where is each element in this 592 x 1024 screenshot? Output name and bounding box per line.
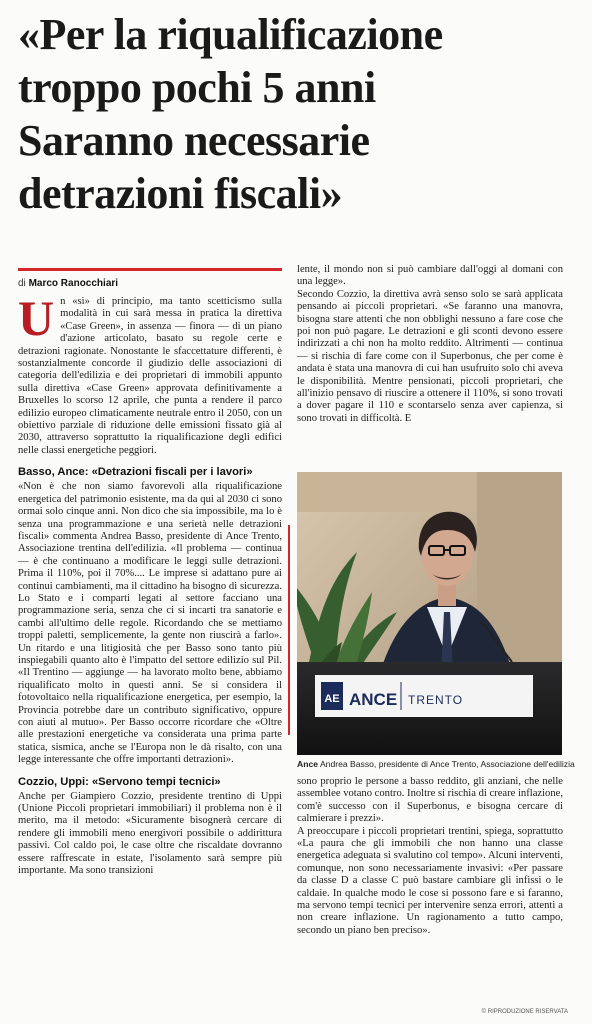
article-photo xyxy=(297,472,562,755)
intro-text: n «sì» di principio, ma tanto scetticismo sulla modalità in cui sarà messa in pratica la direttiva «Case Green», in assenza — finora — di un piano d'azione articolato, basato su regole certe e detrazioni ragionate. Nonostante le sfaccettature differenti, è sostanzialmente concorde il giudizio delle associazioni di categoria dell'edilizia e dei proprietari di immobili appunto sulla direttiva «Case Green» approvata definitivamente a Bruxelles lo scorso 12 aprile, che punta a rendere il parco edilizio europeo climaticamente neutrale entro il 2050, con un obiettivo parziale di riduzione delle emissioni fissato già al 2030, attraverso soprattutto la riqualificazione degli edifici nelle classi energetiche peggiori. xyxy=(18,296,282,456)
accent-rule xyxy=(18,268,282,271)
photo-caption xyxy=(297,759,575,769)
article-column-right-top xyxy=(297,264,563,425)
drop-cap: U xyxy=(18,290,55,346)
article-column-right-bottom xyxy=(297,776,563,937)
subheading-basso: Basso, Ance: «Detrazioni fiscali per i lavori» xyxy=(18,466,253,479)
author-name: Marco Ranocchiari xyxy=(28,278,119,289)
headline-line: detrazioni fiscali» xyxy=(18,169,343,218)
body-paragraph: Anche per Giampiero Cozzio, presidente trentino di Uppi (Unione Piccoli proprietari immobiliari) il problema non è il merito, ma il metodo: «Sicuramente bisognerà cercare di rendere gli immobili meno energivori possibile o addirittura passivi. Col caldo poi, le case oltre che riscaldate dovranno essere raffrescate in estate, l'isolamento sarà sempre più importante. Ma sono transizioni xyxy=(18,790,282,877)
byline xyxy=(18,278,118,289)
photo-illustration xyxy=(297,472,562,755)
body-paragraph: lente, il mondo non si può cambiare dall'oggi al domani con una legge». xyxy=(297,264,563,288)
subheading-cozzio: Cozzio, Uppi: «Servono tempi tecnici» xyxy=(18,775,221,788)
body-paragraph: «Non è che non siamo favorevoli alla riqualificazione energetica del patrimonio esistente, ma da qui al 2030 ci sono ormai solo cinque anni. Non dico che sia impossibile, ma lo è senza una programmazione e una serietà nelle detrazioni fiscali» commenta Andrea Basso, presidente di Ance Trento, Associazione trentina dell'edilizia. «Il problema — continua — è che continuano a modificare le leggi sulle detrazioni. Prima il 110%, poi il 70%.... Le imprese si adattano pure ai continui cambiamenti, ma il cittadino ha bisogno di sicurezza. Lo Stato e i comparti legati al settore facciano una programmazione seria, senza che ci si incarti tra sanatorie e cambi all'ultimo delle regole. Ricordando che se mettiamo troppi paletti, semplicemente, la gente non riuscirà a farlo». Un ritardo e una litigiosità che per Basso sono tanto più inspiegabili quanto alto è l'impatto del settore edilizio sul Pil. «Il Trentino — aggiunge — ha lavorato molto bene, abbiamo riqualificato molto in questi anni. Se si considera il fotovoltaico nella riqualificazione energetica, per esempio, la Provincia potrebbe dare un contributo significativo, oppure con aiuti al mutuo». Per Basso occorre ricordare che «Oltre alle prestazioni energetiche va considerata una prima parte statica, sismica, anche se l'Europa non le dà risalto, con una legge interessante che offre importanti detrazioni». xyxy=(18,481,282,766)
caption-tag: Ance xyxy=(297,759,319,769)
ance-logo-text: ANCE xyxy=(349,690,398,709)
headline-line: «Per la riqualificazione xyxy=(18,10,443,59)
caption-text: Andrea Basso, presidente di Ance Trento, Associazione dell'edilizia xyxy=(319,759,575,769)
headline xyxy=(18,8,583,220)
byline-prefix: di xyxy=(18,278,26,289)
copyright-notice: © RIPRODUZIONE RISERVATA xyxy=(481,1009,568,1015)
body-paragraph: A preoccupare i piccoli proprietari trentini, spiega, soprattutto «La paura che gli immobili che non hanno una classe energetica adeguata si svalutino col tempo». Alcuni interventi, comunque, non sono necessariamente invasivi: «Per passare da classe D a classe C può bastare cambiare gli infissi o le caldaie. In qualche modo le cose si possono fare e si faranno, ma servono tempi tecnici per intervenire senza errori, attenti a non creare inflazione. Un ragionamento a tutto campo, secondo un piano ben preciso». xyxy=(297,825,563,936)
headline-line: troppo pochi 5 anni xyxy=(18,63,376,112)
ance-city-text: TRENTO xyxy=(408,693,464,707)
body-paragraph: Secondo Cozzio, la direttiva avrà senso solo se sarà applicata pensando ai piccoli proprietari. «Se faranno una manovra, bisogna stare attenti che non obblighi nessuno a fare cose che poi non può pagare. Le detrazioni e gli sconti devono essere indirizzati a chi non ha molto reddito. Altrimenti — continua — si rischia di fare come con il Superbonus, che per come è andata è stata una manovra di cui han usufruito solo chi aveva le disponibilità. Mentre pensionati, piccoli proprietari, che all'inizio pensavo di riuscire a ottenere il 110%, si sono trovati a dover pagare il 110 e scontarselo senza aver capienza, si sono trovati in difficoltà. E xyxy=(297,288,563,424)
accent-rule xyxy=(288,525,290,735)
ance-logo-mark: AE xyxy=(324,693,340,705)
headline-line: Saranno necessarie xyxy=(18,116,370,165)
intro-paragraph xyxy=(18,290,282,457)
article-column-left xyxy=(18,290,282,877)
body-paragraph: sono proprio le persone a basso reddito, gli anziani, che nelle assemblee votano contro. Inoltre si rischia di creare inflazione, com'è successo con il Superbonus, e bisogna cercare di calmierare i prezzi». xyxy=(297,776,563,825)
